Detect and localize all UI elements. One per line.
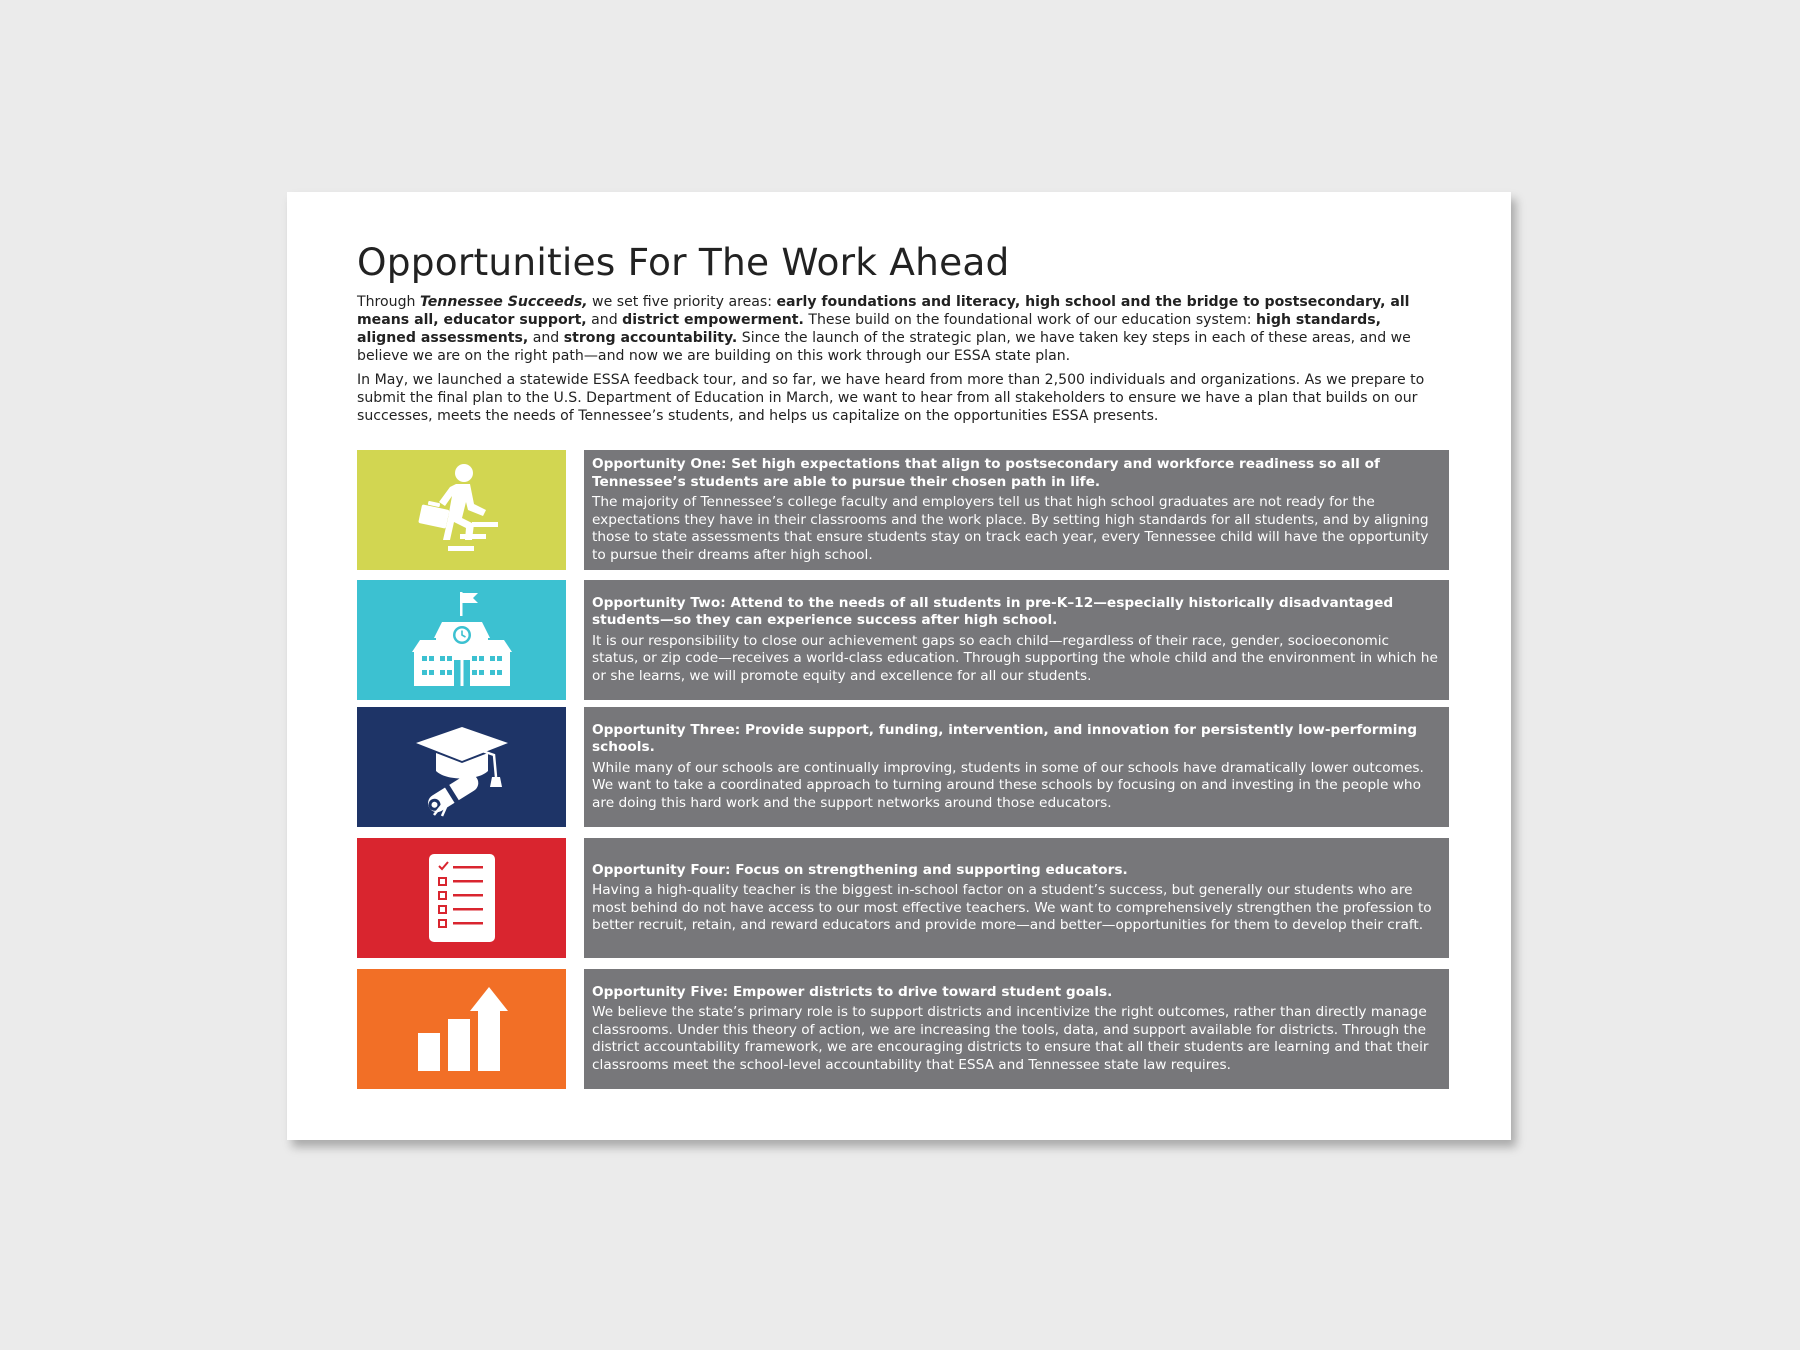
climbing-stairs-icon	[412, 460, 512, 560]
intro-run-8: and	[528, 330, 564, 346]
intro-run-4: and	[586, 312, 623, 328]
opportunity-text-panel-4	[584, 838, 1449, 958]
opportunity-icon-tile-3	[357, 707, 566, 827]
intro-run-10: Since the launch of the strategic plan, we have taken key steps in each of these areas, and we believe we are on the right path—and now we are building on this work through our ESSA state plan.	[357, 330, 1411, 364]
opportunity-body: Having a high-quality teacher is the biggest in-school factor on a student’s success, but generally our students who are most behind do not have access to our most effective teachers. We want to comprehensively strengthen the profession to better recruit, retain, and reward educators and provide more—and better—opportunities for them to develop their craft.	[592, 882, 1432, 933]
opportunity-row-2	[357, 580, 1449, 700]
opportunity-row-4	[357, 838, 1449, 958]
intro-run-1: Tennessee Succeeds,	[419, 294, 588, 310]
checklist-icon	[427, 852, 497, 944]
opportunity-text-panel-1	[584, 450, 1449, 570]
graduation-cap-diploma-icon	[412, 717, 512, 817]
school-building-icon	[410, 590, 514, 690]
opportunity-icon-tile-5	[357, 969, 566, 1089]
intro-run-0: Through	[357, 294, 420, 310]
opportunity-body: The majority of Tennessee’s college faculty and employers tell us that high school graduates are not ready for the expectations they have in their classrooms and the work place. By setting high standards for all students, and by aligning those to state assessments that ensure students stay on track each year, every Tennessee child will have the opportunity to pursue their dreams after high school.	[592, 494, 1429, 563]
opportunity-heading: Opportunity Four: Focus on strengthening and supporting educators.	[592, 861, 1128, 878]
opportunity-icon-tile-2	[357, 580, 566, 700]
growth-bar-chart-icon	[414, 985, 510, 1073]
opportunity-body: It is our responsibility to close our achievement gaps so each child—regardless of their race, gender, socioeconomic status, or zip code—receives a world-class education. Through supporting the whole child and the environment in which he or she learns, we will promote equity and excellence for all our students.	[592, 632, 1438, 684]
intro-run-6: These build on the foundational work of our education system:	[803, 312, 1257, 328]
opportunity-text-panel-5	[584, 969, 1449, 1089]
intro-run-7: high standards, aligned assessments,	[357, 312, 1381, 346]
opportunity-body: We believe the state’s primary role is to support districts and incentivize the right outcomes, rather than directly manage classrooms. Under this theory of action, we are increasing the tools, data, and support available for districts. Through the district accountability framework, we are encouraging districts to ensure that all their students are learning and that their classrooms meet the school-level accountability that ESSA and Tennessee state law requires.	[592, 1004, 1429, 1073]
opportunity-row-3	[357, 707, 1449, 827]
intro-paragraph-2: In May, we launched a statewide ESSA feedback tour, and so far, we have heard from more than 2,500 individuals and organizations. As we prepare to submit the final plan to the U.S. Department of Education in March, we want to hear from all stakeholders to ensure we have a plan that builds on our successes, meets the needs of Tennessee’s students, and helps us capitalize on the opportunities ESSA presents.	[357, 372, 1425, 424]
page-title: Opportunities For The Work Ahead	[357, 240, 1010, 284]
opportunity-body: While many of our schools are continually improving, students in some of our schools have dramatically lower outcomes. We want to take a coordinated approach to turning around these schools by focusing on and investing in the people who are doing this hard work and the support networks around those educators.	[592, 759, 1424, 811]
document-page	[287, 192, 1511, 1140]
intro-run-3: early foundations and literacy, high school and the bridge to postsecondary, all means all, educator support,	[357, 294, 1410, 328]
opportunity-text-panel-3	[584, 707, 1449, 827]
opportunity-icon-tile-1	[357, 450, 566, 570]
opportunity-heading: Opportunity One: Set high expectations that align to postsecondary and workforce readiness so all of Tennessee’s students are able to pursue their chosen path in life.	[592, 456, 1380, 490]
intro-run-5: district empowerment.	[622, 312, 804, 328]
opportunity-row-1	[357, 450, 1449, 570]
opportunity-text-panel-2	[584, 580, 1449, 700]
intro-run-2: we set five priority areas:	[587, 294, 777, 310]
opportunity-heading: Opportunity Two: Attend to the needs of all students in pre-K–12—especially historically disadvantaged students—so they can experience success after high school.	[592, 594, 1394, 629]
intro-run-9: strong accountability.	[563, 330, 738, 346]
intro-text	[357, 293, 1437, 431]
opportunity-heading: Opportunity Three: Provide support, funding, intervention, and innovation for persistently low-performing schools.	[592, 721, 1417, 756]
opportunity-icon-tile-4	[357, 838, 566, 958]
opportunity-heading: Opportunity Five: Empower districts to drive toward student goals.	[592, 983, 1113, 1000]
intro-paragraph-1	[357, 293, 1437, 365]
opportunity-row-5	[357, 969, 1449, 1089]
